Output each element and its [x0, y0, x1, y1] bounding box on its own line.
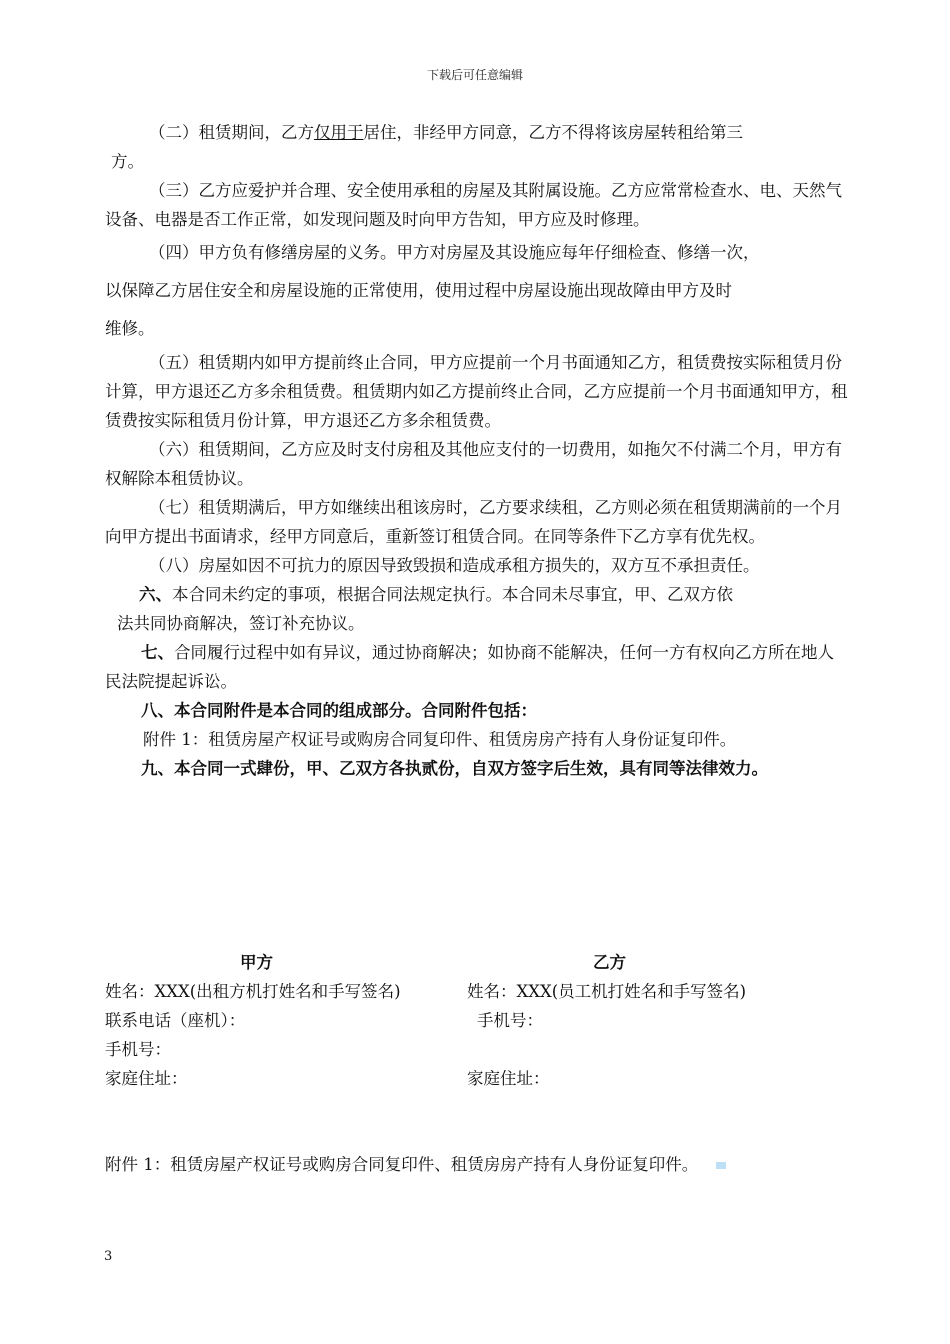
section-6 [105, 580, 850, 609]
section-6-continuation: 法共同协商解决，签订补充协议。 [117, 614, 365, 633]
signature-phones [105, 1006, 850, 1035]
clause-3: （三）乙方应爱护并合理、安全使用承租的房屋及其附属设施。乙方应常常检查水、电、天然气设备、电器是否工作正常，如发现问题及时向甲方告知，甲方应及时修理。 [105, 181, 842, 229]
section-8-heading: 八、本合同附件是本合同的组成部分。合同附件包括： [141, 701, 537, 720]
attachment-note [105, 1150, 726, 1179]
clause-2-text-b: 居住，非经甲方同意，乙方不得将该房屋转租给第三 [363, 123, 743, 142]
section-8-attachment: 附件 1：租赁房屋产权证号或购房合同复印件、租赁房房产持有人身份证复印件。 [143, 730, 737, 749]
signature-names [105, 977, 850, 1006]
section-7-text: 合同履行过程中如有异议，通过协商解决；如协商不能解决，任何一方有权向乙方所在地人民法院提起诉讼。 [105, 643, 834, 691]
clause-6: （六）租赁期间，乙方应及时支付房租及其他应支付的一切费用，如拖欠不付满二个月，甲方有权解除本租赁协议。 [105, 440, 842, 488]
clause-5: （五）租赁期内如甲方提前终止合同，甲方应提前一个月书面通知乙方，租赁费按实际租赁月份计算，甲方退还乙方多余租赁费。租赁期内如乙方提前终止合同，乙方应提前一个月书面通知甲方，租赁费按实际租赁月份计算，甲方退还乙方多余租赁费。 [105, 353, 848, 430]
signature-mobile [105, 1035, 850, 1064]
clause-2-underlined: 仅用于 [314, 123, 364, 142]
clause-2 [105, 118, 850, 147]
party-b-title: 乙方 [593, 953, 626, 972]
page-header: 下载后可任意编辑 [426, 68, 523, 82]
text-cursor-marker [716, 1162, 726, 1169]
clause-4-line-1: （四）甲方负有修缮房屋的义务。甲方对房屋及其设施应每年仔细检查、修缮一次， [149, 243, 760, 262]
attachment-text: 附件 1：租赁房屋产权证号或购房合同复印件、租赁房房产持有人身份证复印件。 [105, 1155, 699, 1174]
page-number: 3 [104, 1249, 113, 1264]
party-b-mobile: 手机号： [477, 1011, 543, 1030]
clause-8: （八）房屋如因不可抗力的原因导致毁损和造成承租方损失的，双方互不承担责任。 [149, 556, 760, 575]
section-9: 九、本合同一式肆份，甲、乙双方各执贰份，自双方签字后生效，具有同等法律效力。 [141, 759, 768, 778]
signature-block [105, 948, 850, 1093]
signature-addresses [105, 1064, 850, 1093]
party-b-address: 家庭住址： [467, 1069, 550, 1088]
party-a-mobile: 手机号： [105, 1040, 171, 1059]
clause-2-text-a: （二）租赁期间，乙方 [149, 123, 314, 142]
party-a-title: 甲方 [240, 953, 273, 972]
section-7-head: 七、 [141, 643, 174, 662]
party-a-name: 姓名：XXX(出租方机打姓名和手写签名) [105, 982, 401, 1001]
party-a-address: 家庭住址： [105, 1069, 188, 1088]
section-6-text-a: 本合同未约定的事项，根据合同法规定执行。本合同未尽事宜，甲、乙双方依 [172, 585, 733, 604]
section-7 [105, 638, 850, 696]
clause-4-line-2: 以保障乙方居住安全和房屋设施的正常使用，使用过程中房屋设施出现故障由甲方及时 [105, 281, 732, 300]
party-b-name: 姓名：XXX(员工机打姓名和手写签名) [467, 982, 747, 1001]
clause-7: （七）租赁期满后，甲方如继续出租该房时，乙方要求续租，乙方则必须在租赁期满前的一个月向甲方提出书面请求，经甲方同意后，重新签订租赁合同。在同等条件下乙方享有优先权。 [105, 498, 842, 546]
signature-titles [105, 948, 850, 977]
section-6-head: 六、 [139, 585, 172, 604]
clause-4-line-3: 维修。 [105, 319, 155, 338]
clause-2-continuation: 方。 [111, 152, 144, 171]
contract-body [105, 118, 850, 783]
party-a-phone: 联系电话（座机）： [105, 1011, 246, 1030]
